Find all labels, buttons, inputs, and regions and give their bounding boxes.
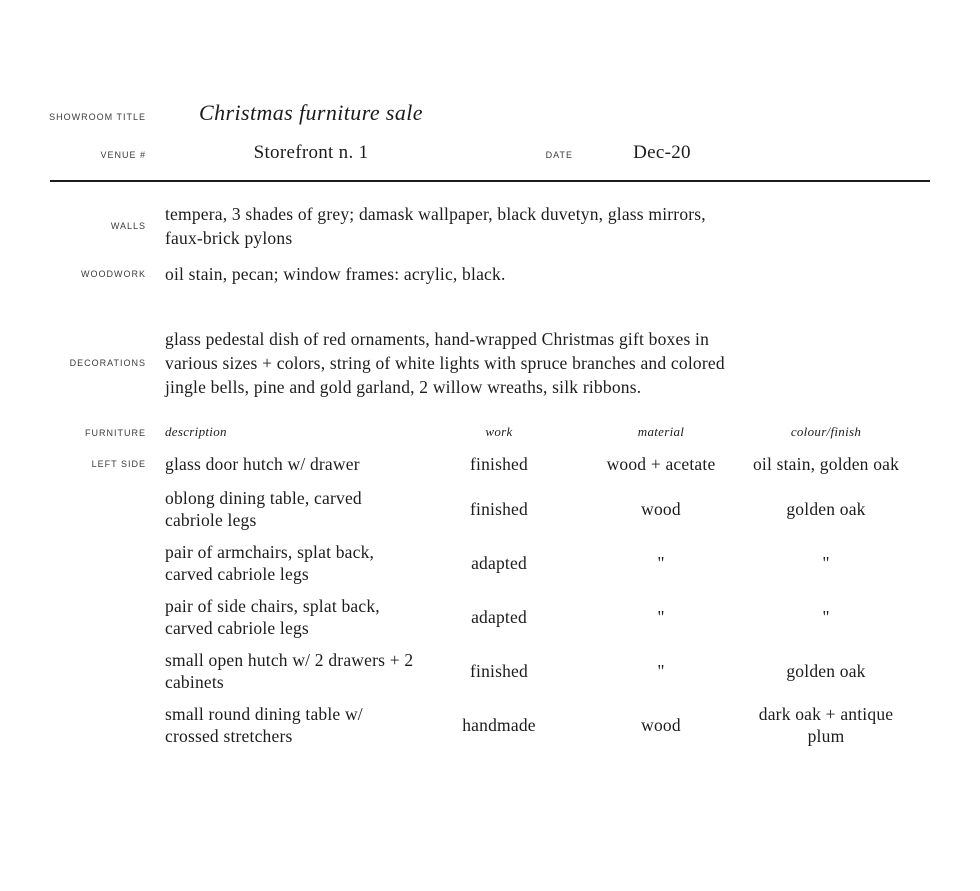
cell-work: finished (470, 454, 528, 474)
venue-value: Storefront n. 1 (253, 142, 369, 163)
walls-label: WALLS (110, 221, 146, 231)
cell-colour: oil stain, golden oak (752, 454, 900, 474)
walls-text: tempera, 3 shades of grey; damask wallpaper, black duvetyn, glass mirrors, faux-brick pylons (165, 204, 706, 248)
woodwork-label: WOODWORK (81, 269, 146, 279)
cell-description: small open hutch w/ 2 drawers + 2 cabinets (165, 650, 414, 692)
sections (0, 198, 980, 399)
section-woodwork (0, 262, 980, 286)
decorations-label: DECORATIONS (69, 358, 146, 368)
cell-description: oblong dining table, carved cabriole legs (165, 488, 362, 530)
cell-work: adapted (471, 553, 527, 573)
cell-material: wood (641, 715, 681, 735)
cell-description: pair of armchairs, splat back, carved cabriole legs (165, 542, 375, 584)
table-row (0, 644, 980, 698)
table-row (0, 482, 980, 536)
table-row (0, 446, 980, 482)
header-divider (50, 180, 930, 182)
col-header-description: description (165, 424, 227, 439)
section-walls (0, 202, 980, 250)
furniture-header-row (0, 424, 980, 440)
cell-material: " (657, 607, 665, 627)
table-row (0, 590, 980, 644)
cell-work: finished (470, 499, 528, 519)
cell-material: wood (641, 499, 681, 519)
col-header-colour-finish: colour/finish (790, 424, 862, 439)
date-value: Dec-20 (633, 142, 691, 163)
left-side-label: LEFT SIDE (91, 459, 146, 469)
header-title-row (0, 100, 980, 126)
cell-work: finished (470, 661, 528, 681)
cell-description: pair of side chairs, splat back, carved cabriole legs (165, 596, 380, 638)
section-decorations (0, 327, 980, 399)
furniture-label: FURNITURE (85, 428, 146, 438)
cell-colour: dark oak + antique plum (758, 704, 894, 746)
decorations-text: glass pedestal dish of red ornaments, hand-wrapped Christmas gift boxes in various sizes + colors, string of white lights with spruce branches and colored jingle bells, pine and gold garland, 2 willow wreaths, silk ribbons. (165, 329, 725, 397)
cell-material: " (657, 661, 665, 681)
venue-label: VENUE # (100, 150, 146, 160)
cell-description: small round dining table w/ crossed stretchers (165, 704, 363, 746)
furniture-table (0, 424, 980, 752)
cell-work: handmade (462, 715, 536, 735)
cell-description: glass door hutch w/ drawer (165, 454, 360, 474)
col-header-material: material (637, 424, 685, 439)
furniture-rows (0, 446, 980, 752)
cell-colour: " (822, 607, 830, 627)
cell-material: " (657, 553, 665, 573)
table-row (0, 698, 980, 752)
date-label: DATE (545, 150, 573, 160)
showroom-title-label: SHOWROOM TITLE (49, 112, 146, 122)
woodwork-text: oil stain, pecan; window frames: acrylic, black. (165, 264, 506, 284)
cell-colour: golden oak (786, 499, 866, 519)
cell-colour: " (822, 553, 830, 573)
header-venue-row (0, 142, 980, 164)
cell-material: wood + acetate (606, 454, 716, 474)
cell-work: adapted (471, 607, 527, 627)
showroom-title: Christmas furniture sale (199, 100, 423, 125)
col-header-work: work (485, 424, 513, 439)
cell-colour: golden oak (786, 661, 866, 681)
table-row (0, 536, 980, 590)
